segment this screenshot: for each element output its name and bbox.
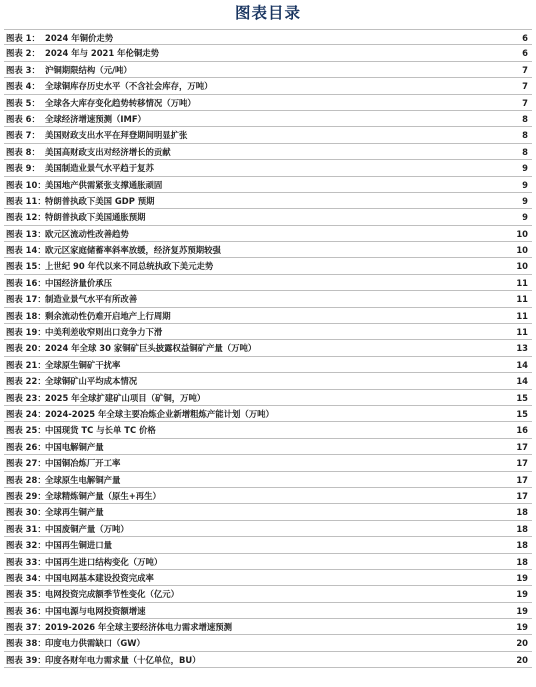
toc-entry-title: 特朗普执政下美国通胀预期 — [45, 212, 146, 223]
toc-entry-title: 全球铜库存历史水平（不含社会库存，万吨） — [45, 81, 213, 92]
toc-entry-page: 11 — [516, 277, 528, 288]
toc-entry-page: 14 — [516, 359, 528, 370]
toc-entry-title: 中国经济量价承压 — [45, 277, 112, 288]
toc-entry-label: 图表 3： — [6, 64, 40, 75]
toc-entry-label: 图表 19： — [6, 327, 46, 338]
toc-entry-label: 图表 27： — [6, 458, 46, 469]
toc-entry[interactable] — [4, 226, 532, 242]
toc-entry-page: 6 — [522, 48, 528, 59]
toc-entry-label: 图表 8： — [6, 146, 40, 157]
toc-entry-label: 图表 29： — [6, 490, 46, 501]
toc-entry-label: 图表 39： — [6, 654, 46, 665]
toc-entry[interactable] — [4, 472, 532, 488]
toc-entry-title: 上世纪 90 年代以来不同总统执政下美元走势 — [45, 261, 214, 272]
toc-entry-page: 9 — [522, 163, 528, 174]
toc-entry[interactable] — [4, 406, 532, 422]
toc-entry-label: 图表 20： — [6, 343, 46, 354]
toc-entry-label: 图表 14： — [6, 245, 46, 256]
toc-entry-page: 19 — [516, 622, 528, 633]
toc-entry-page: 20 — [516, 638, 528, 649]
toc-entry-title: 美国制造业景气水平趋于复苏 — [45, 163, 154, 174]
toc-entry-page: 15 — [516, 408, 528, 419]
toc-entry[interactable] — [4, 62, 532, 78]
toc-entry-title: 中美利差收窄则出口竞争力下滑 — [45, 327, 163, 338]
toc-entry[interactable] — [4, 160, 532, 176]
toc-entry[interactable] — [4, 308, 532, 324]
toc-entry-page: 8 — [522, 130, 528, 141]
toc-entry-label: 图表 17： — [6, 294, 46, 305]
toc-entry-title: 中国电网基本建设投资完成率 — [45, 572, 154, 583]
toc-entry-label: 图表 28： — [6, 474, 46, 485]
toc-entry-label: 图表 10： — [6, 179, 46, 190]
toc-entry-title: 全球原生铜矿干扰率 — [45, 359, 121, 370]
toc-entry-page: 19 — [516, 605, 528, 616]
toc-entry-title: 中国电解铜产量 — [45, 441, 104, 452]
toc-entry[interactable] — [4, 652, 532, 668]
toc-entry-page: 13 — [516, 343, 528, 354]
toc-entry[interactable] — [4, 29, 532, 45]
toc-entry-title: 美国地产供需紧张支撑通胀顽固 — [45, 179, 163, 190]
toc-entry-page: 20 — [516, 654, 528, 665]
toc-entry-label: 图表 26： — [6, 441, 46, 452]
toc-entry-label: 图表 34： — [6, 572, 46, 583]
toc-entry-label: 图表 33： — [6, 556, 46, 567]
toc-entry-page: 17 — [516, 490, 528, 501]
toc-entry-page: 18 — [516, 507, 528, 518]
toc-entry-label: 图表 32： — [6, 540, 46, 551]
toc-entry-title: 欧元区流动性改善趋势 — [45, 228, 129, 239]
toc-entry-page: 9 — [522, 212, 528, 223]
toc-entry-page: 6 — [522, 33, 528, 43]
toc-entry-title: 全球再生铜产量 — [45, 507, 104, 518]
toc-entry-title: 印度各财年电力需求量（十亿单位，BU） — [45, 654, 201, 665]
toc-entry-page: 19 — [516, 572, 528, 583]
toc-entry[interactable] — [4, 340, 532, 356]
toc-entry-title: 2024 年全球 30 家铜矿巨头披露权益铜矿产量（万吨） — [45, 343, 257, 354]
toc-entry[interactable] — [4, 603, 532, 619]
toc-entry-title: 全球原生电解铜产量 — [45, 474, 121, 485]
toc-entry-label: 图表 2： — [6, 48, 40, 59]
toc-entry-title: 剩余流动性仍难开启地产上行周期 — [45, 310, 171, 321]
toc-entry[interactable] — [4, 439, 532, 455]
toc-entry[interactable] — [4, 422, 532, 438]
toc-entry-label: 图表 37： — [6, 622, 46, 633]
toc-entry[interactable] — [4, 78, 532, 94]
toc-entry-page: 10 — [516, 261, 528, 272]
toc-entry[interactable] — [4, 537, 532, 553]
toc-entry-label: 图表 38： — [6, 638, 46, 649]
toc-entry[interactable] — [4, 45, 532, 61]
toc-entry-title: 2019-2026 年全球主要经济体电力需求增速预测 — [45, 622, 233, 633]
toc-entry-label: 图表 4： — [6, 81, 40, 92]
toc-entry-title: 制造业景气水平有所改善 — [45, 294, 138, 305]
toc-entry-title: 全球铜矿山平均成本情况 — [45, 376, 138, 387]
page-title: 图表目录 — [234, 4, 301, 22]
toc-entry-label: 图表 7： — [6, 130, 40, 141]
toc-entry-label: 图表 11： — [6, 195, 46, 206]
toc-entry-page: 9 — [522, 195, 528, 206]
toc-entry[interactable] — [4, 488, 532, 504]
toc-entry-label: 图表 6： — [6, 113, 40, 124]
toc-entry[interactable] — [4, 144, 532, 160]
toc-entry-title: 2024 年与 2021 年伦铜走势 — [45, 48, 159, 59]
toc-entry-page: 11 — [516, 294, 528, 305]
toc-entry-label: 图表 15： — [6, 261, 46, 272]
toc-entry[interactable] — [4, 554, 532, 570]
toc-entry-title: 全球经济增速预测（IMF） — [45, 113, 146, 124]
toc-entry-page: 14 — [516, 376, 528, 387]
toc-entry-title: 电网投资完成额季节性变化（亿元） — [45, 589, 179, 600]
toc-entry-title: 中国现货 TC 与长单 TC 价格 — [45, 425, 156, 436]
toc-entry-title: 沪铜期限结构（元/吨） — [45, 64, 132, 75]
toc-entry[interactable] — [4, 357, 532, 373]
toc-entry-page: 19 — [516, 589, 528, 600]
toc-entry-title: 全球精炼铜产量（原生+再生） — [45, 490, 161, 501]
toc-entry-page: 8 — [522, 113, 528, 124]
toc-entry-page: 8 — [522, 146, 528, 157]
toc-entry[interactable] — [4, 242, 532, 258]
toc-entry-page: 7 — [522, 97, 528, 108]
toc-entry-label: 图表 1： — [6, 33, 40, 43]
toc-entry[interactable] — [4, 521, 532, 537]
toc-entry-title: 美国高财政支出对经济增长的贡献 — [45, 146, 171, 157]
toc-entry-page: 18 — [516, 556, 528, 567]
toc-entry-label: 图表 5： — [6, 97, 40, 108]
toc-entry-title: 2025 年全球扩建矿山项目（矿铜，万吨） — [45, 392, 206, 403]
toc-entry-title: 美国财政支出水平在拜登期间明显扩张 — [45, 130, 188, 141]
toc-entry[interactable] — [4, 111, 532, 127]
toc-entry-title: 中国废铜产量（万吨） — [45, 523, 129, 534]
toc-entry-page: 17 — [516, 441, 528, 452]
toc-entry-label: 图表 16： — [6, 277, 46, 288]
toc-entry[interactable] — [4, 258, 532, 274]
toc-entry-title: 中国再生铜进口量 — [45, 540, 112, 551]
toc-entry[interactable] — [4, 193, 532, 209]
toc-entry-label: 图表 18： — [6, 310, 46, 321]
toc-entry-label: 图表 21： — [6, 359, 46, 370]
toc-entry-title: 2024 年铜价走势 — [45, 33, 114, 43]
toc-entry-title: 印度电力供需缺口（GW） — [45, 638, 145, 649]
toc-entry[interactable] — [4, 209, 532, 225]
toc-entry[interactable] — [4, 619, 532, 635]
toc-entry[interactable] — [4, 635, 532, 651]
toc-entry-label: 图表 36： — [6, 605, 46, 616]
toc-entry-title: 中国铜冶炼厂开工率 — [45, 458, 121, 469]
toc-entry[interactable] — [4, 390, 532, 406]
toc-entry[interactable] — [4, 504, 532, 520]
toc-entry-label: 图表 24： — [6, 408, 46, 419]
toc-entry-page: 15 — [516, 392, 528, 403]
toc-entry-page: 16 — [516, 425, 528, 436]
toc-entry-label: 图表 13： — [6, 228, 46, 239]
toc-entry-title: 中国电源与电网投资额增速 — [45, 605, 146, 616]
toc-list — [4, 29, 532, 668]
toc-entry[interactable] — [4, 95, 532, 111]
toc-entry-label: 图表 23： — [6, 392, 46, 403]
toc-entry[interactable] — [4, 177, 532, 193]
toc-entry-page: 17 — [516, 474, 528, 485]
toc-entry[interactable] — [4, 373, 532, 389]
toc-entry-page: 18 — [516, 540, 528, 551]
toc-entry-label: 图表 22： — [6, 376, 46, 387]
toc-entry[interactable] — [4, 291, 532, 307]
toc-entry-label: 图表 30： — [6, 507, 46, 518]
toc-entry-page: 17 — [516, 458, 528, 469]
toc-entry-title: 特朗普执政下美国 GDP 预期 — [45, 195, 155, 206]
toc-entry-label: 图表 25： — [6, 425, 46, 436]
toc-entry-page: 10 — [516, 228, 528, 239]
toc-entry-page: 9 — [522, 179, 528, 190]
toc-entry[interactable] — [4, 275, 532, 291]
toc-entry[interactable] — [4, 586, 532, 602]
toc-entry-label: 图表 9： — [6, 163, 40, 174]
toc-entry[interactable] — [4, 570, 532, 586]
toc-entry[interactable] — [4, 127, 532, 143]
toc-entry-title: 全球各大库存变化趋势转移情况（万吨） — [45, 97, 196, 108]
toc-entry-label: 图表 31： — [6, 523, 46, 534]
toc-entry[interactable] — [4, 324, 532, 340]
toc-entry-page: 11 — [516, 327, 528, 338]
toc-entry-page: 7 — [522, 81, 528, 92]
toc-entry-page: 18 — [516, 523, 528, 534]
toc-entry-label: 图表 12： — [6, 212, 46, 223]
toc-entry-page: 7 — [522, 64, 528, 75]
toc-entry-page: 11 — [516, 310, 528, 321]
toc-entry-page: 10 — [516, 245, 528, 256]
toc-entry-title: 2024-2025 年全球主要冶炼企业新增粗炼产能计划（万吨） — [45, 408, 274, 419]
toc-entry-label: 图表 35： — [6, 589, 46, 600]
toc-entry[interactable] — [4, 455, 532, 471]
toc-entry-title: 欧元区家庭储蓄率斜率放缓，经济复苏预期较强 — [45, 245, 221, 256]
toc-entry-title: 中国再生进口结构变化（万吨） — [45, 556, 163, 567]
